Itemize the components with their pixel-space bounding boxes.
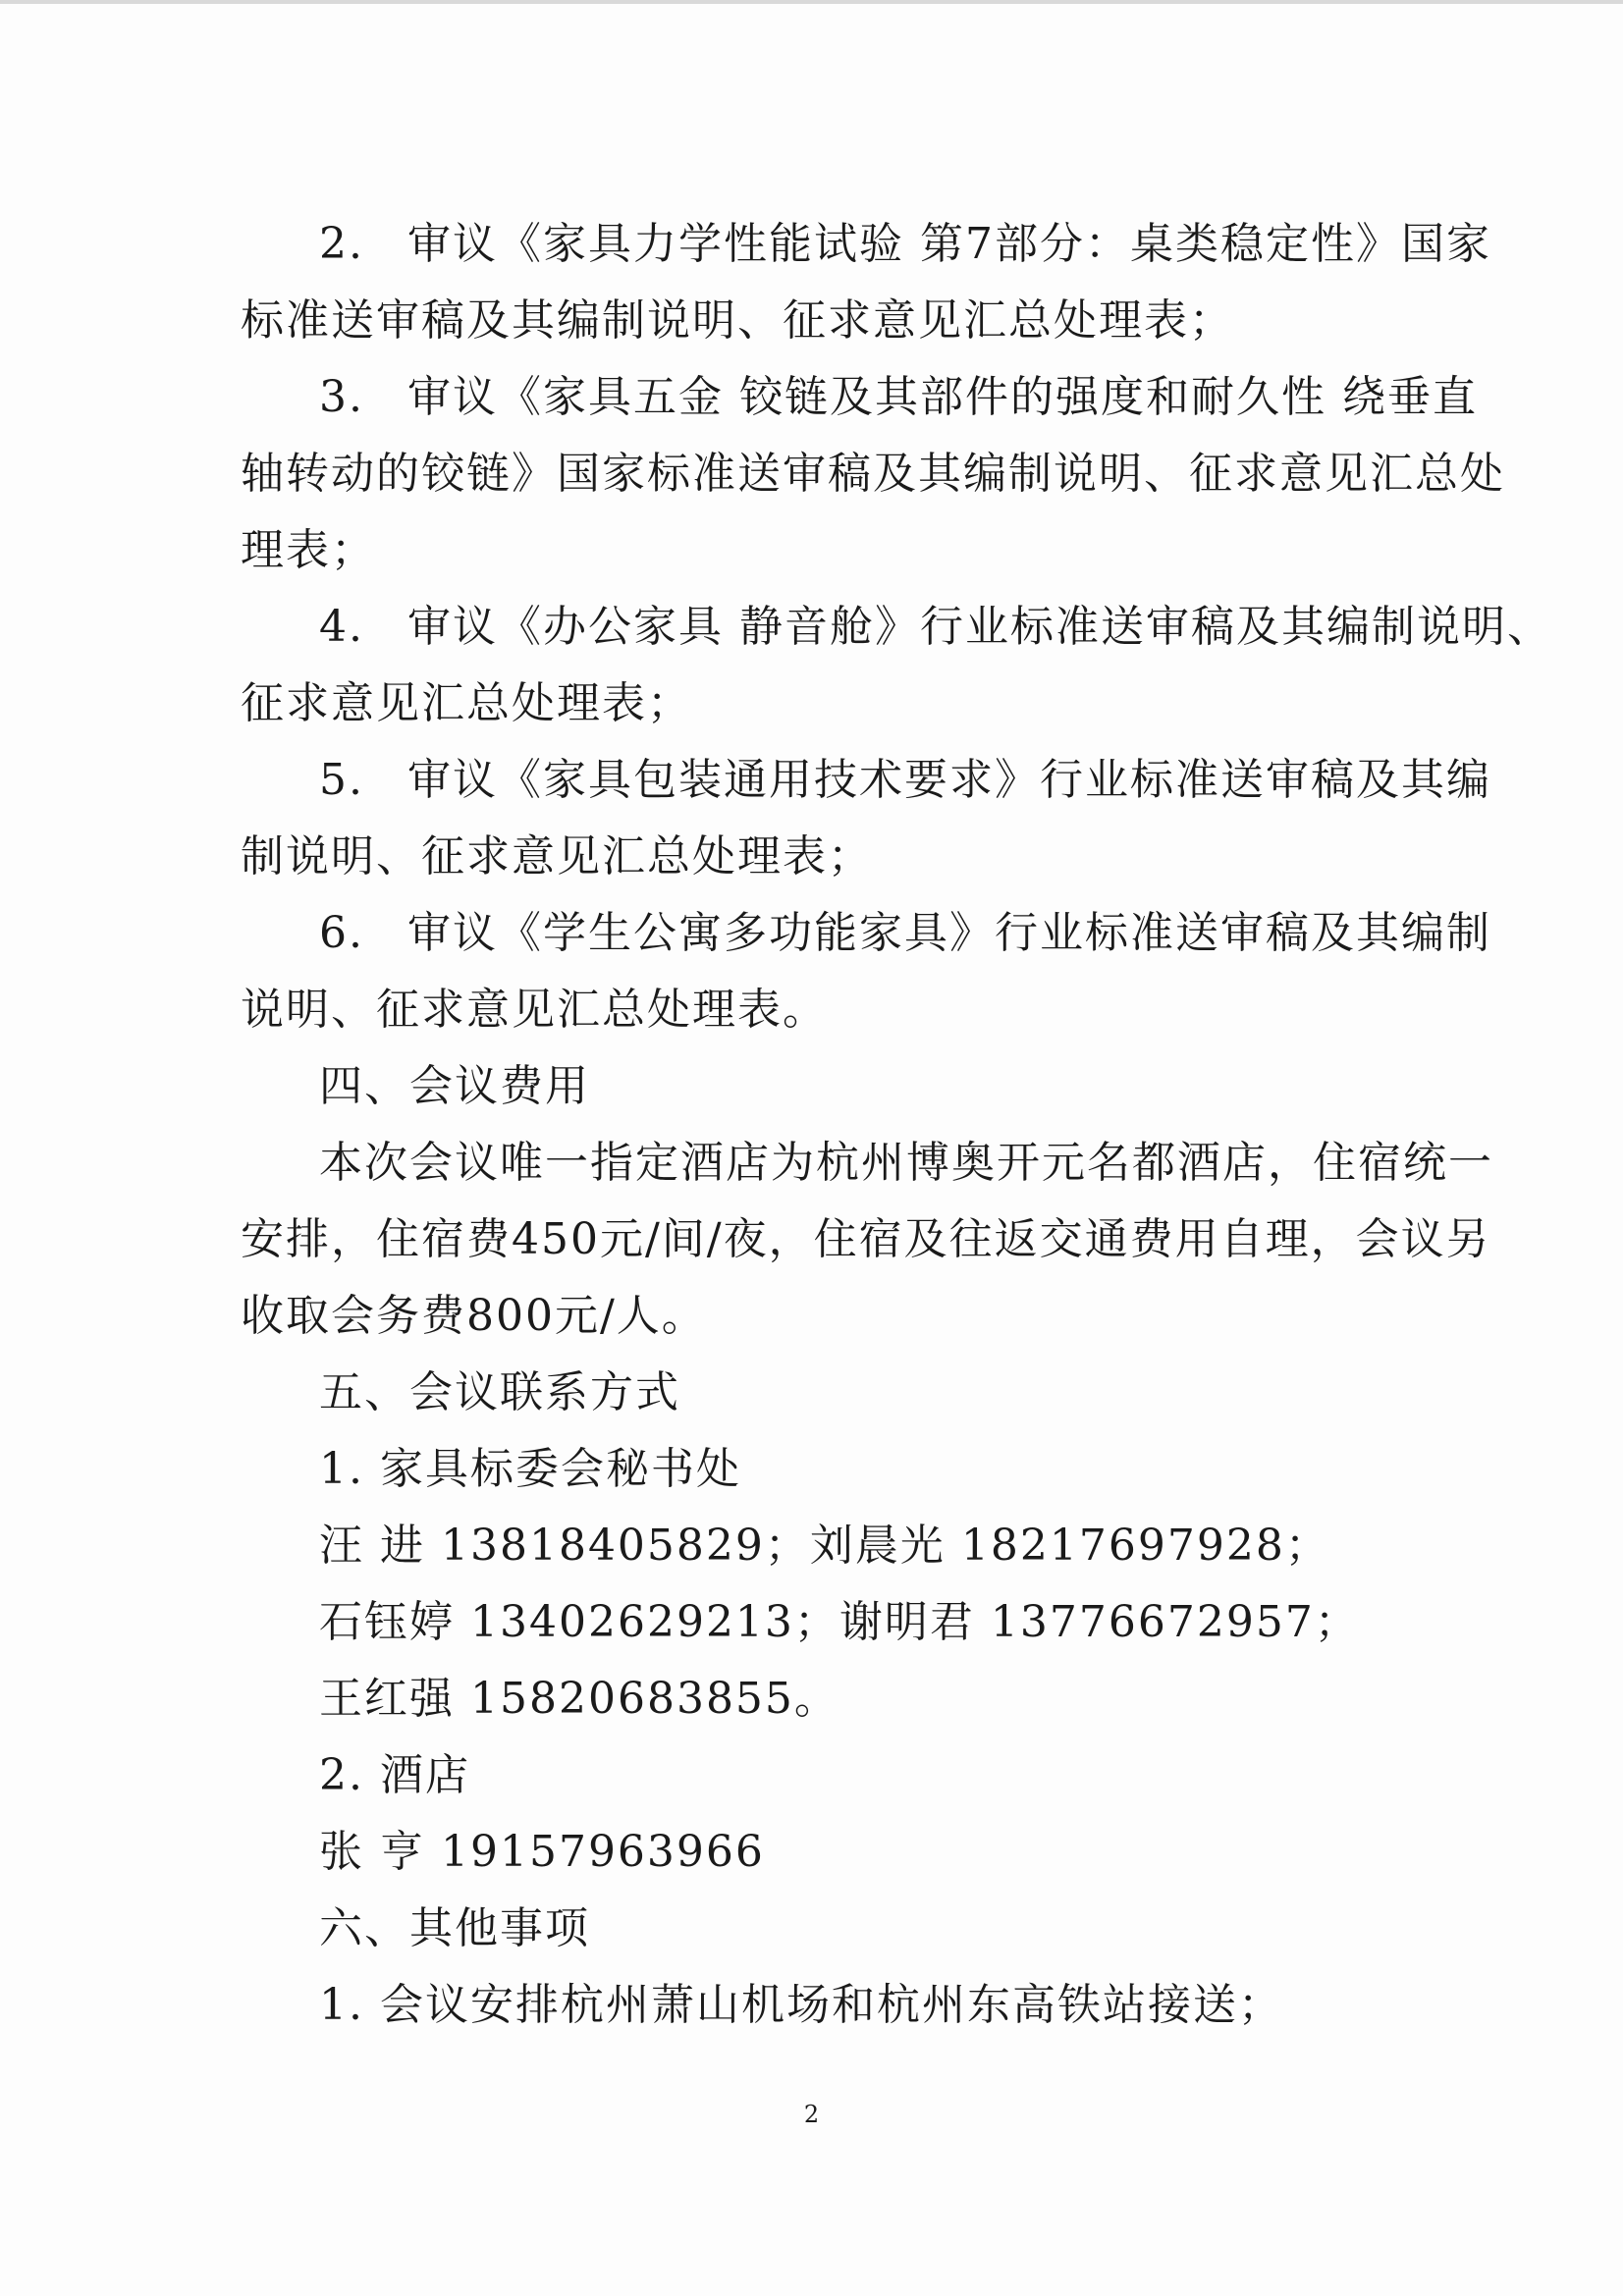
page-number: 2 [803,2101,820,2128]
item-3-line2: 轴转动的铰链》国家标准送审稿及其编制说明、征求意见汇总处 [241,449,1505,499]
section-4-line3: 收取会务费800元/人。 [241,1291,707,1341]
scan-top-edge [0,0,1623,4]
item-2-line1: 2. 审议《家具力学性能试验 第7部分：桌类稳定性》国家 [319,219,1491,269]
item-4-line1: 4. 审议《办公家具 静音舱》行业标准送审稿及其编制说明、 [319,602,1552,652]
item-3-line3: 理表； [241,525,376,575]
section-4-line2: 安排，住宿费450元/间/夜，住宿及往返交通费用自理，会议另 [241,1214,1491,1264]
item-6-line1: 6. 审议《学生公寓多功能家具》行业标准送审稿及其编制 [319,908,1491,958]
contact-line-2: 石钰婷 13402629213；谢明君 13776672957； [319,1597,1360,1647]
item-2-line2: 标准送审稿及其编制说明、征求意见汇总处理表； [241,295,1234,346]
section-5-sub1: 1. 家具标委会秘书处 [319,1444,741,1494]
item-3-line1: 3. 审议《家具五金 铰链及其部件的强度和耐久性 绕垂直 [319,372,1478,422]
contact-line-1: 汪 进 13818405829；刘晨光 18217697928； [319,1521,1330,1571]
contact-line-4: 张 亨 19157963966 [319,1827,765,1877]
item-5-line1: 5. 审议《家具包装通用技术要求》行业标准送审稿及其编 [319,755,1491,805]
item-6-line2: 说明、征求意见汇总处理表。 [241,985,828,1035]
section-4-heading: 四、会议费用 [319,1061,590,1111]
section-5-sub2: 2. 酒店 [319,1750,470,1800]
section-6-item1: 1. 会议安排杭州萧山机场和杭州东高铁站接送； [319,1980,1283,2030]
contact-line-3: 王红强 15820683855。 [319,1674,839,1724]
section-5-heading: 五、会议联系方式 [319,1367,680,1417]
item-5-line2: 制说明、征求意见汇总处理表； [241,831,873,881]
section-4-line1: 本次会议唯一指定酒店为杭州博奥开元名都酒店，住宿统一 [319,1138,1493,1188]
item-4-line2: 征求意见汇总处理表； [241,678,692,728]
section-6-heading: 六、其他事项 [319,1903,590,1953]
document-body [241,206,1552,2044]
